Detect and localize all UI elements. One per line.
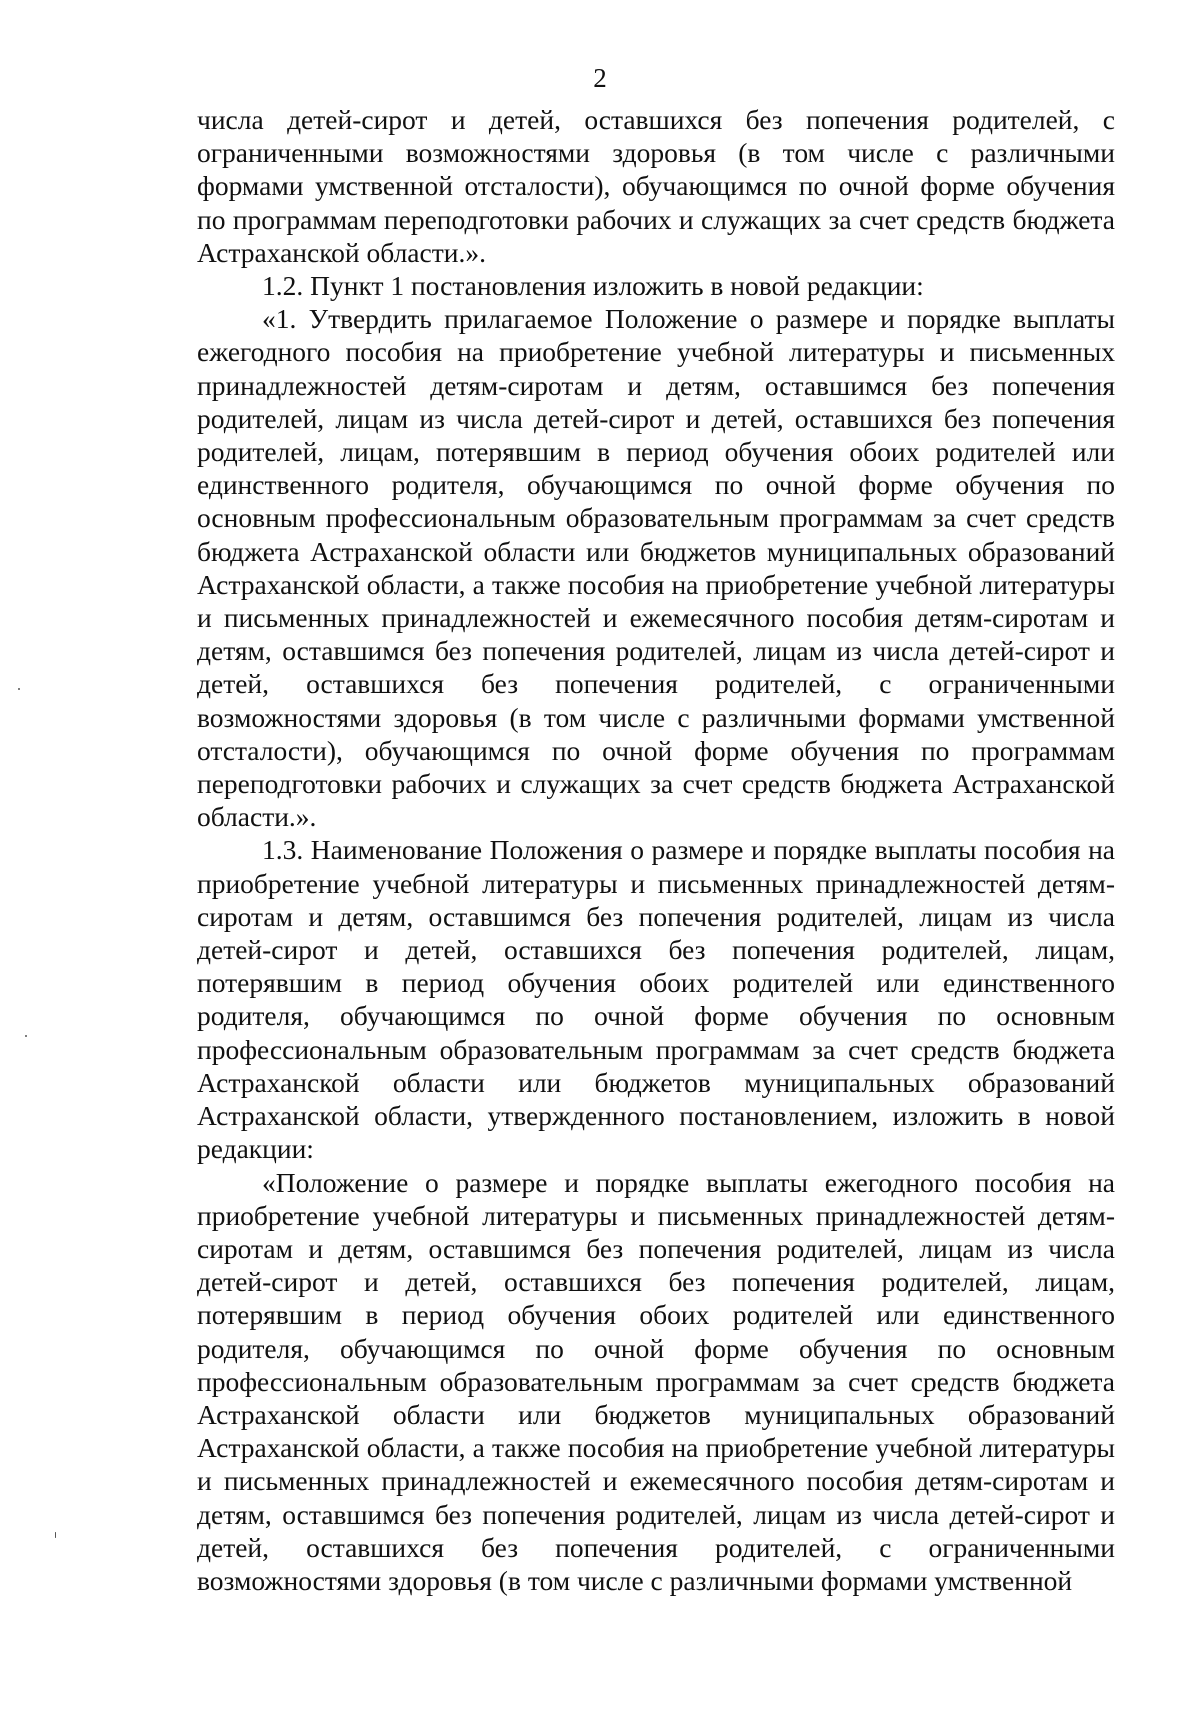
scan-speck <box>25 1035 27 1037</box>
document-body <box>197 103 1115 1597</box>
paragraph-continuation: числа детей-сирот и детей, оставшихся без попечения родителей, с ограниченными возможностями здоровья (в том числе с различными формами умственной отсталости), обучающимся по очной форме обучения по программам переподготовки рабочих и служащих за счет средств бюджета Астраханской области.». <box>197 104 1115 268</box>
scan-speck <box>55 1532 56 1538</box>
scan-speck <box>18 688 20 690</box>
paragraph-1-2: 1.2. Пункт 1 постановления изложить в новой редакции: <box>262 270 924 302</box>
paragraph-quoted-item-1: «1. Утвердить прилагаемое Положение о размере и порядке выплаты ежегодного пособия на приобретение учебной литературы и письменных принадлежностей детям-сиротам и детям, оставшимся без попечения родителей, лицам из числа детей-сирот и детей, оставшихся без попечения родителей, лицам, потерявшим в период обучения обоих родителей или единственного родителя, обучающимся по очной форме обучения по основным профессиональным образовательным программам за счет средств бюджета Астраханской области или бюджетов муниципальных образований Астраханской области, а также пособия на приобретение учебной литературы и письменных принадлежностей и ежемесячного пособия детям-сиротам и детям, оставшимся без попечения родителей, лицам из числа детей-сирот и детей, оставшихся без попечения родителей, с ограниченными возможностями здоровья (в том числе с различными формами умственной отсталости), обучающимся по очной форме обучения по программам переподготовки рабочих и служащих за счет средств бюджета Астраханской области.». <box>197 303 1115 833</box>
paragraph-1-3: 1.3. Наименование Положения о размере и порядке выплаты пособия на приобретение учебной литературы и письменных принадлежностей детям-сиротам и детям, оставшимся без попечения родителей, лицам из числа детей-сирот и детей, оставшихся без попечения родителей, лицам, потерявшим в период обучения обоих родителей или единственного родителя, обучающимся по очной форме обучения по основным профессиональным образовательным программам за счет средств бюджета Астраханской области или бюджетов муниципальных образований Астраханской области, утвержденного постановлением, изложить в новой редакции: <box>197 834 1115 1165</box>
page-number: 2 <box>593 63 607 93</box>
paragraph-quoted-regulation-title: «Положение о размере и порядке выплаты ежегодного пособия на приобретение учебной литературы и письменных принадлежностей детям-сиротам и детям, оставшимся без попечения родителей, лицам из числа детей-сирот и детей, оставшихся без попечения родителей, лицам, потерявшим в период обучения обоих родителей или единственного родителя, обучающимся по очной форме обучения по основным профессиональным образовательным программам за счет средств бюджета Астраханской области или бюджетов муниципальных образований Астраханской области, а также пособия на приобретение учебной литературы и письменных принадлежностей и ежемесячного пособия детям-сиротам и детям, оставшимся без попечения родителей, лицам из числа детей-сирот и детей, оставшихся без попечения родителей, с ограниченными возможностями здоровья (в том числе с различными формами умственной <box>197 1166 1115 1596</box>
